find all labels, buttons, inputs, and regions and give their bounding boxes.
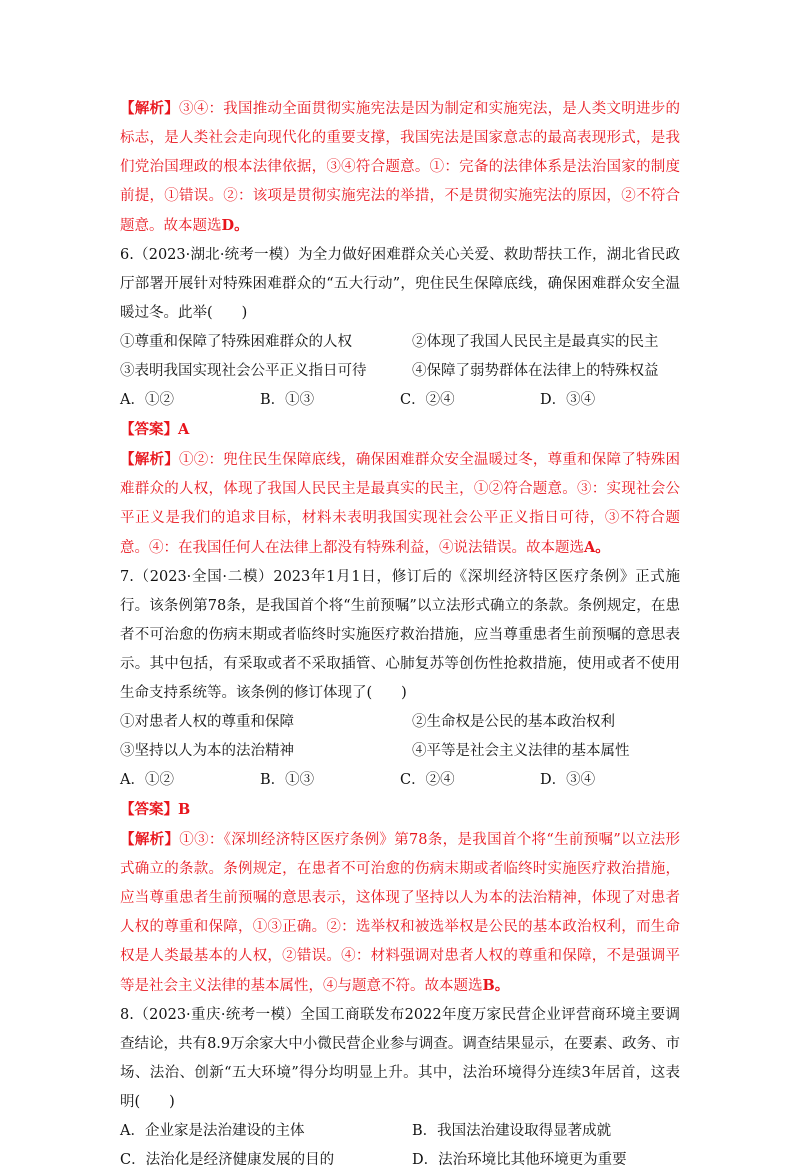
option-c: C．②④ bbox=[400, 772, 455, 788]
analysis-conclusion: B。 bbox=[482, 977, 510, 994]
q8-options-row-2 bbox=[120, 1146, 680, 1175]
statement-item: ③坚持以人为本的法治精神 bbox=[120, 743, 294, 759]
answer-tag: 【答案】 bbox=[120, 801, 178, 818]
statement-item: ②体现了我国人民民主是最真实的民主 bbox=[412, 334, 659, 350]
option-a: A．企业家是法治建设的主体 bbox=[120, 1123, 305, 1139]
analysis-conclusion: A。 bbox=[584, 539, 610, 556]
q7-items-row-1 bbox=[120, 708, 680, 737]
q6-answer bbox=[120, 415, 680, 445]
option-b: B．①③ bbox=[260, 392, 315, 408]
option-c: C．②④ bbox=[400, 392, 455, 408]
analysis-tag: 【解析】 bbox=[120, 831, 180, 848]
analysis-conclusion: D。 bbox=[221, 217, 249, 234]
option-d: D．③④ bbox=[540, 392, 596, 408]
question-number: 8. bbox=[120, 1007, 134, 1023]
q5-analysis bbox=[120, 94, 680, 241]
question-number: 6. bbox=[120, 247, 134, 263]
statement-item: ①尊重和保障了特殊困难群众的人权 bbox=[120, 334, 352, 350]
option-b: B．我国法治建设取得显著成就 bbox=[412, 1123, 612, 1139]
option-c: C．法治化是经济健康发展的目的 bbox=[120, 1152, 335, 1168]
analysis-tag: 【解析】 bbox=[120, 451, 179, 468]
statement-item: ③表明我国实现社会公平正义指日可待 bbox=[120, 363, 367, 379]
option-b: B．①③ bbox=[260, 772, 315, 788]
analysis-text: ①③：《深圳经济特区医疗条例》第78条，是我国首个将“生前预嘱”以立法形式确立的条款。条例规定，在患者不可治愈的伤病末期或者临终时实施医疗救治措施，应当尊重患者生前预嘱的意思表示，这体现了坚持以人为本的法治精神，体现了对患者人权的尊重和保障，①③正确。②：选举权和被选举权是公民的基本政治权利，而生命权是人类最基本的人权，②错误。④：材料强调对患者人权的尊重和保障，不是强调平等是社会主义法律的基本属性，④与题意不符。故本题选 bbox=[120, 832, 680, 994]
statement-item: ④保障了弱势群体在法律上的特殊权益 bbox=[412, 363, 659, 379]
option-d: D．法治环境比其他环境更为重要 bbox=[412, 1152, 627, 1168]
analysis-text: ①②：兜住民生保障底线，确保困难群众安全温暖过冬，尊重和保障了特殊困难群众的人权，体现了我国人民民主是最真实的民主，①②符合题意。③：实现社会公平正义是我们的追求目标，材料未表明我国实现社会公平正义指日可待，③不符合题意。④：在我国任何人在法律上都没有特殊利益，④说法错误。故本题选 bbox=[120, 452, 681, 556]
answer-value: A bbox=[178, 421, 190, 438]
option-a: A．①② bbox=[120, 392, 174, 408]
question-number: 7. bbox=[120, 569, 134, 585]
answer-tag: 【答案】 bbox=[120, 421, 178, 438]
question-text: （2023·重庆·统考一模）全国工商联发布2022年度万家民营企业评营商环境主要调查结论，共有8.9万余家大中小微民营企业参与调查。调查结果显示，在要素、政务、市场、法治、创新“五大环境”得分均明显上升。其中，法治环境得分连续3年居首，这表明( ) bbox=[120, 1007, 680, 1110]
question-text: （2023·全国·二模）2023年1月1日，修订后的《深圳经济特区医疗条例》正式施行。该条例第78条，是我国首个将“生前预嘱”以立法形式确立的条款。条例规定，在患者不可治愈的伤病末期或者临终时实施医疗救治措施，应当尊重患者生前预嘱的意思表示。其中包括，有采取或者不采取插管、心肺复苏等创伤性抢救措施，使用或者不使用生命支持系统等。该条例的修订体现了( ) bbox=[120, 569, 680, 701]
q7-stem bbox=[120, 563, 680, 708]
statement-item: ④平等是社会主义法律的基本属性 bbox=[412, 743, 630, 759]
statement-item: ②生命权是公民的基本政治权利 bbox=[412, 714, 615, 730]
q6-items-row-2 bbox=[120, 357, 680, 386]
option-d: D．③④ bbox=[540, 772, 596, 788]
q6-stem bbox=[120, 241, 680, 328]
q7-options bbox=[120, 766, 680, 795]
answer-value: B bbox=[178, 801, 191, 818]
analysis-text: ③④：我国推动全面贯彻实施宪法是因为制定和实施宪法，是人类文明进步的标志，是人类社会走向现代化的重要支撑，我国宪法是国家意志的最高表现形式，是我们党治国理政的根本法律依据，③④符合题意。①：完备的法律体系是法治国家的制度前提，①错误。②：该项是贯彻实施宪法的举措，不是贯彻实施宪法的原因，②不符合题意。故本题选 bbox=[120, 101, 681, 234]
analysis-tag: 【解析】 bbox=[120, 100, 179, 117]
statement-item: ①对患者人权的尊重和保障 bbox=[120, 714, 294, 730]
document-page bbox=[120, 94, 680, 1175]
q8-stem bbox=[120, 1001, 680, 1117]
option-a: A．①② bbox=[120, 772, 174, 788]
q7-items-row-2 bbox=[120, 737, 680, 766]
q6-items-row-1 bbox=[120, 328, 680, 357]
q7-answer bbox=[120, 795, 680, 825]
q7-analysis bbox=[120, 825, 680, 1001]
question-text: （2023·湖北·统考一模）为全力做好困难群众关心关爱、救助帮扶工作，湖北省民政厅部署开展针对特殊困难群众的“五大行动”，兜住民生保障底线，确保困难群众安全温暖过冬。此举( ) bbox=[120, 247, 680, 321]
q6-options bbox=[120, 386, 680, 415]
q6-analysis bbox=[120, 445, 680, 563]
